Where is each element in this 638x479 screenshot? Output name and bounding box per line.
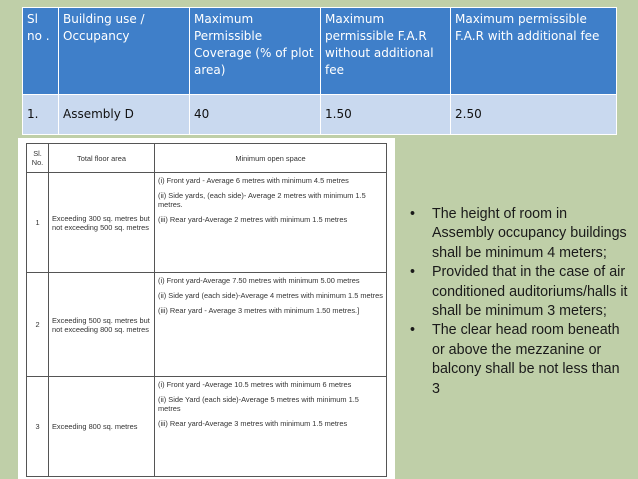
open-space-header-row xyxy=(27,144,387,173)
rear-yard: (iii) Rear yard-Average 3 metres with minimum 1.5 metres xyxy=(158,419,348,428)
open-space xyxy=(155,377,387,477)
cell-sl-no: 1. xyxy=(23,95,59,135)
header-minimum-open-space: Minimum open space xyxy=(155,144,387,173)
height-rules-list xyxy=(410,205,628,399)
header-sl-no: Sl no . xyxy=(23,8,59,95)
bullet-marker: • xyxy=(410,264,416,281)
open-space-table xyxy=(26,143,387,477)
front-yard: (i) Front yard - Average 6 metres with minimum 4.5 metres xyxy=(158,176,349,185)
list-item xyxy=(410,321,628,399)
side-yard: (ii) Side yard (each side)-Average 4 metres with minimum 1.5 metres xyxy=(158,291,383,300)
list-item xyxy=(410,263,628,321)
row-number: 1 xyxy=(27,173,49,273)
floor-area: Exceeding 500 sq. metres but not exceeding 800 sq. metres xyxy=(49,273,155,377)
header-max-coverage: Maximum Permissible Coverage (% of plot area) xyxy=(190,8,321,95)
row-number: 2 xyxy=(27,273,49,377)
open-space-table-image xyxy=(18,138,395,479)
header-far-without-fee: Maximum permissible F.A.R without additional fee xyxy=(321,8,451,95)
list-item-text: Provided that in the case of air conditioned auditoriums/halls it shall be minimum 3 meters; xyxy=(432,264,628,320)
floor-area: Exceeding 800 sq. metres xyxy=(49,377,155,477)
cell-max-coverage: 40 xyxy=(190,95,321,135)
table-row xyxy=(27,273,387,377)
list-item-text: The clear head room beneath or above the mezzanine or balcony shall be not less than 3 xyxy=(432,322,620,397)
header-total-floor-area: Total floor area xyxy=(49,144,155,173)
header-building-use: Building use / Occupancy xyxy=(59,8,190,95)
cell-far-with-fee: 2.50 xyxy=(451,95,617,135)
header-sl-no: Sl. No. xyxy=(27,144,49,173)
front-yard: (i) Front yard-Average 7.50 metres with minimum 5.00 metres xyxy=(158,276,360,285)
far-table-header-row xyxy=(23,8,617,95)
header-far-with-fee: Maximum permissible F.A.R with additional fee xyxy=(451,8,617,95)
table-row xyxy=(27,377,387,477)
side-yard: (ii) Side Yard (each side)-Average 5 metres with minimum 1.5 metres xyxy=(158,395,359,413)
open-space xyxy=(155,273,387,377)
floor-area: Exceeding 300 sq. metres but not exceeding 500 sq. metres xyxy=(49,173,155,273)
rear-yard: (iii) Rear yard-Average 2 metres with minimum 1.5 metres xyxy=(158,215,348,224)
side-yard: (ii) Side yards, (each side)- Average 2 metres with minimum 1.5 metres. xyxy=(158,191,366,209)
row-number: 3 xyxy=(27,377,49,477)
list-item-text: The height of room in Assembly occupancy buildings shall be minimum 4 meters; xyxy=(432,206,627,261)
far-table xyxy=(22,7,617,135)
front-yard: (i) Front yard -Average 10.5 metres with minimum 6 metres xyxy=(158,380,352,389)
list-item xyxy=(410,205,628,263)
cell-building-use: Assembly D xyxy=(59,95,190,135)
bullet-marker: • xyxy=(410,322,416,339)
open-space xyxy=(155,173,387,273)
table-row xyxy=(27,173,387,273)
bullet-marker: • xyxy=(410,206,416,222)
rear-yard: (iii) Rear yard - Average 3 metres with minimum 1.50 metres.] xyxy=(158,306,360,315)
table-row xyxy=(23,95,617,135)
cell-far-without-fee: 1.50 xyxy=(321,95,451,135)
